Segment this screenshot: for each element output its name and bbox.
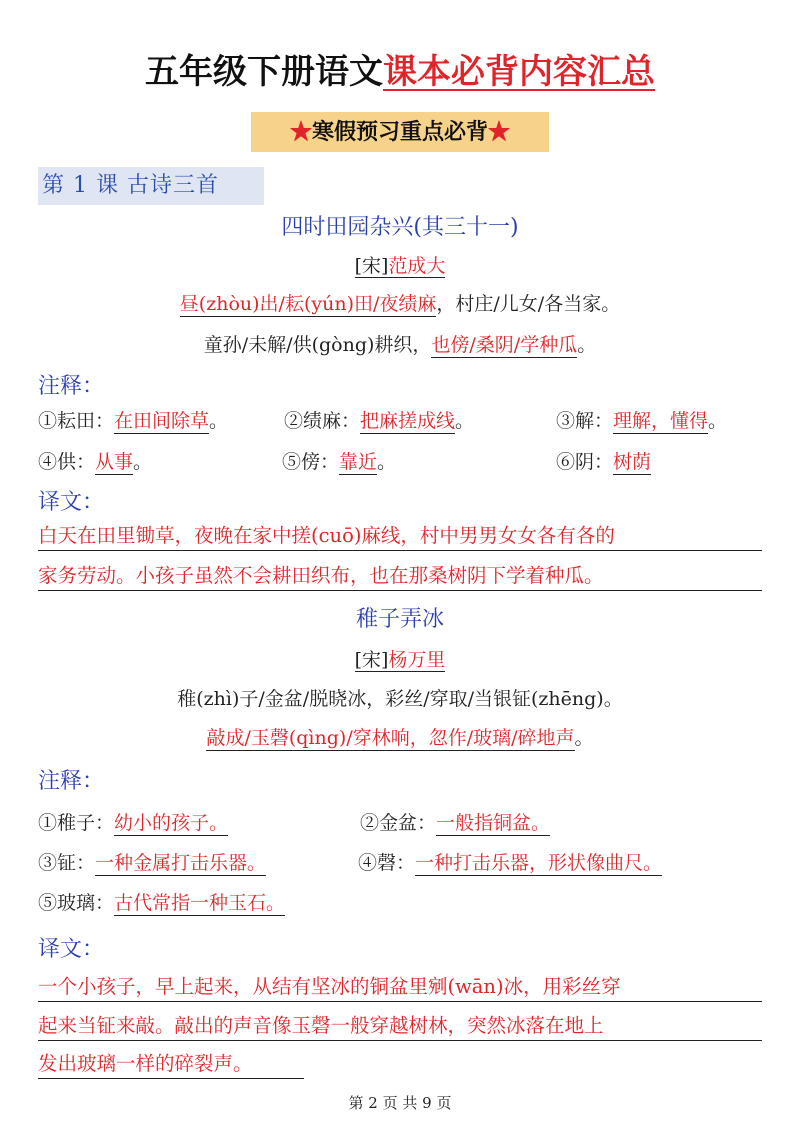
note-answer: 一种金属打击乐器。 [95, 852, 267, 874]
poem-author [0, 251, 800, 278]
lesson-heading: 第 1 课 古诗三首 [38, 167, 264, 205]
note-label: ④供： [38, 451, 96, 473]
note-answer: 在田间除草 [114, 410, 210, 432]
author-name: 杨万里 [388, 649, 446, 671]
note-answer: 靠近 [339, 451, 378, 473]
title-highlight: 课本必背内容汇总 [383, 52, 655, 92]
dynasty: [宋] [354, 255, 389, 277]
poem-line-text: 童孙/未解/供(gòng)耕织， [203, 334, 432, 356]
note-label: ③钲： [38, 852, 96, 874]
note-item [38, 808, 228, 835]
note-label: ①耘田： [38, 410, 115, 432]
note-item [284, 406, 474, 433]
poem-title: 稚子弄冰 [355, 607, 444, 632]
note-answer: 古代常指一种玉石。 [114, 892, 286, 914]
note-label: ③解： [556, 410, 614, 432]
author-name: 范成大 [388, 255, 446, 277]
note-answer: 一种打击乐器，形状像曲尺。 [415, 852, 663, 874]
note-end: 。 [133, 451, 153, 473]
poem-line [0, 330, 800, 357]
poem-line-highlight: 敲成/玉磬(qìng)/穿林响，忽作/玻璃/碎地声 [206, 727, 575, 749]
note-label: ①稚子： [38, 812, 115, 834]
note-item [38, 447, 152, 474]
translation-heading: 译文： [38, 937, 105, 962]
note-item [556, 447, 651, 474]
note-item [38, 848, 266, 875]
note-answer: 把麻搓成线 [360, 410, 456, 432]
translation-heading: 译文： [38, 490, 105, 515]
note-end: 。 [209, 410, 229, 432]
star-icon: ★ [488, 119, 511, 145]
note-item [358, 848, 662, 875]
page-number: 第 2 页 共 9 页 [348, 1094, 452, 1112]
poem-line [0, 289, 800, 316]
note-item [282, 447, 396, 474]
poem-line-end: 。 [577, 334, 597, 356]
note-answer: 从事 [95, 451, 134, 473]
poem-line: 稚(zhì)子/金盆/脱晓冰，彩丝/穿取/当银钲(zhēng)。 [177, 688, 623, 710]
poem-line [0, 723, 800, 750]
note-label: ④磬： [358, 852, 416, 874]
translation-line: 起来当钲来敲。敲出的声音像玉磬一般穿越树林，突然冰落在地上 [38, 1012, 762, 1041]
subtitle-text: 寒假预习重点必背 [311, 119, 488, 145]
note-answer: 树荫 [613, 451, 652, 473]
note-label: ⑤傍： [282, 451, 340, 473]
translation-line: 发出玻璃一样的碎裂声。 [38, 1050, 304, 1079]
poem-line-end: 。 [574, 727, 594, 749]
note-answer: 幼小的孩子。 [114, 812, 229, 834]
notes-heading: 注释： [38, 769, 105, 794]
note-end: 。 [455, 410, 475, 432]
poem-line-text: ，村庄/儿女/各当家。 [436, 293, 621, 315]
notes-heading: 注释： [38, 374, 105, 399]
note-item [38, 406, 228, 433]
translation-line: 一个小孩子，早上起来，从结有坚冰的铜盆里剜(wān)冰，用彩丝穿 [38, 973, 762, 1002]
note-answer: 一般指铜盆。 [436, 812, 551, 834]
poem-author [0, 645, 800, 672]
star-icon: ★ [289, 119, 312, 145]
subtitle-banner [251, 112, 549, 152]
poem-line-highlight: 也傍/桑阴/学种瓜 [431, 334, 578, 356]
title-main: 五年级下册语文 [145, 52, 383, 92]
note-item [38, 888, 285, 915]
note-end: 。 [377, 451, 397, 473]
poem-title: 四时田园杂兴(其三十一) [281, 215, 519, 240]
note-label: ⑤玻璃： [38, 892, 115, 914]
note-item [360, 808, 550, 835]
note-item [556, 406, 727, 433]
dynasty: [宋] [354, 649, 389, 671]
poem-line-highlight: 昼(zhòu)出/耘(yún)田/夜绩麻 [179, 293, 437, 315]
note-answer: 理解，懂得 [613, 410, 709, 432]
page-title [0, 50, 800, 94]
note-label: ②绩麻： [284, 410, 361, 432]
note-label: ②金盆： [360, 812, 437, 834]
translation-line: 家务劳动。小孩子虽然不会耕田织布，也在那桑树阴下学着种瓜。 [38, 562, 762, 591]
note-label: ⑥阴： [556, 451, 614, 473]
translation-line: 白天在田里锄草，夜晚在家中搓(cuō)麻线，村中男男女女各有各的 [38, 522, 762, 551]
note-end: 。 [708, 410, 728, 432]
